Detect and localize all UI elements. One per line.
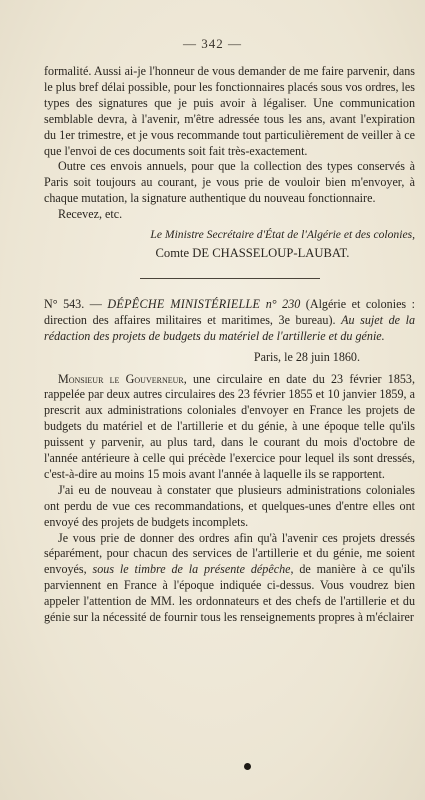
paragraph-orders-a: Je vous prie de donner des ordres afin qu'à l'avenir ces projets dressés séparément, pour chacun des services de l'artillerie et du génie, me soient envoyés, [44,530,415,577]
dispatch-number: N° 543. — [44,296,108,311]
dispatch-date: Paris, le 28 juin 1860. [253,349,360,364]
page-number: — 342 — [183,36,242,51]
ink-spot [244,763,251,770]
paragraph-circular [44,372,415,483]
dispatch-description: (Algérie et colonies : direction des affaires militaires et maritimes, 3e bureau). [44,296,416,327]
paragraph-recommendations: J'ai eu de nouveau à constater que plusieurs administrations coloniales ont perdu de vue ces recommandations, et quelques-unes d'entre elles ont envoyé des projets de budgets incomplets. [44,482,415,529]
closing-formula: Recevez, etc. [58,207,123,222]
paragraph-annual-shipments: Outre ces envois annuels, pour que la collection des types conservés à Paris soit toujours au courant, je vous prie de vouloir bien m'envoyer, à chaque mutation, la signature authentique du nouveau fonctionnaire. [44,159,415,206]
salutation: Monsieur le Gouverneur [58,371,184,386]
dispatch-no: n° 230 [260,296,301,311]
paragraph-circular-text: , une circulaire en date du 23 février 1853, rappelée par deux autres circulaires des 23 février 1855 et 10 janvier 1859, a prescrit aux administrations coloniales d'envoyer en France les projets de budgets du matériel et de l'artillerie et du génie, à une époque telle qu'ils puissent y parvenir, au plus tard, dans le courant du mois d'octobre de l'année antérieure à celle qui précède l'exercice pour lequel ils sont dressés, c'est-à-dire au moins 15 mois avant l'année à laquelle ils se rapportent. [44,371,415,481]
dispatch-label: DÉPÊCHE MINISTÉRIELLE [107,296,261,311]
paragraph-orders [44,531,415,626]
paragraph-legalisation: formalité. Aussi ai-je l'honneur de vous demander de me faire parvenir, dans le plus bref délai possible, pour les fonctionnaires placés sous vos ordres, les types des signatures que je puis avoir à légaliser. Une communication semblable devra, à l'avenir, m'être adressée tous les ans, avant l'expiration du 1er trimestre, et je vous recommande tout particulièrement de veiller à ce que l'envoi de ces documents soit fait très-exactement. [44,64,415,158]
dispatch-subject: Au sujet de la rédaction des projets de budgets du matériel de l'artillerie et du génie. [44,312,415,343]
page-body [44,64,415,626]
minister-title: Le Ministre Secrétaire d'État de l'Algérie et des colonies, [150,228,415,242]
dispatch-heading [44,297,415,345]
paragraph-orders-italic: sous le timbre de la présente dépêche [92,562,291,577]
section-divider [140,278,320,279]
minister-name: Comte DE CHASSELOUP-LAUBAT. [155,245,350,260]
paragraph-orders-c: , de manière à ce qu'ils parviennent en France à l'époque indiquée ci-dessus. Vous voudrez bien appeler l'attention de MM. les ordonnateurs et des chefs de l'artillerie et du génie sur la nécessité de fournir tous les renseignements propres à m'éclairer [44,562,415,625]
